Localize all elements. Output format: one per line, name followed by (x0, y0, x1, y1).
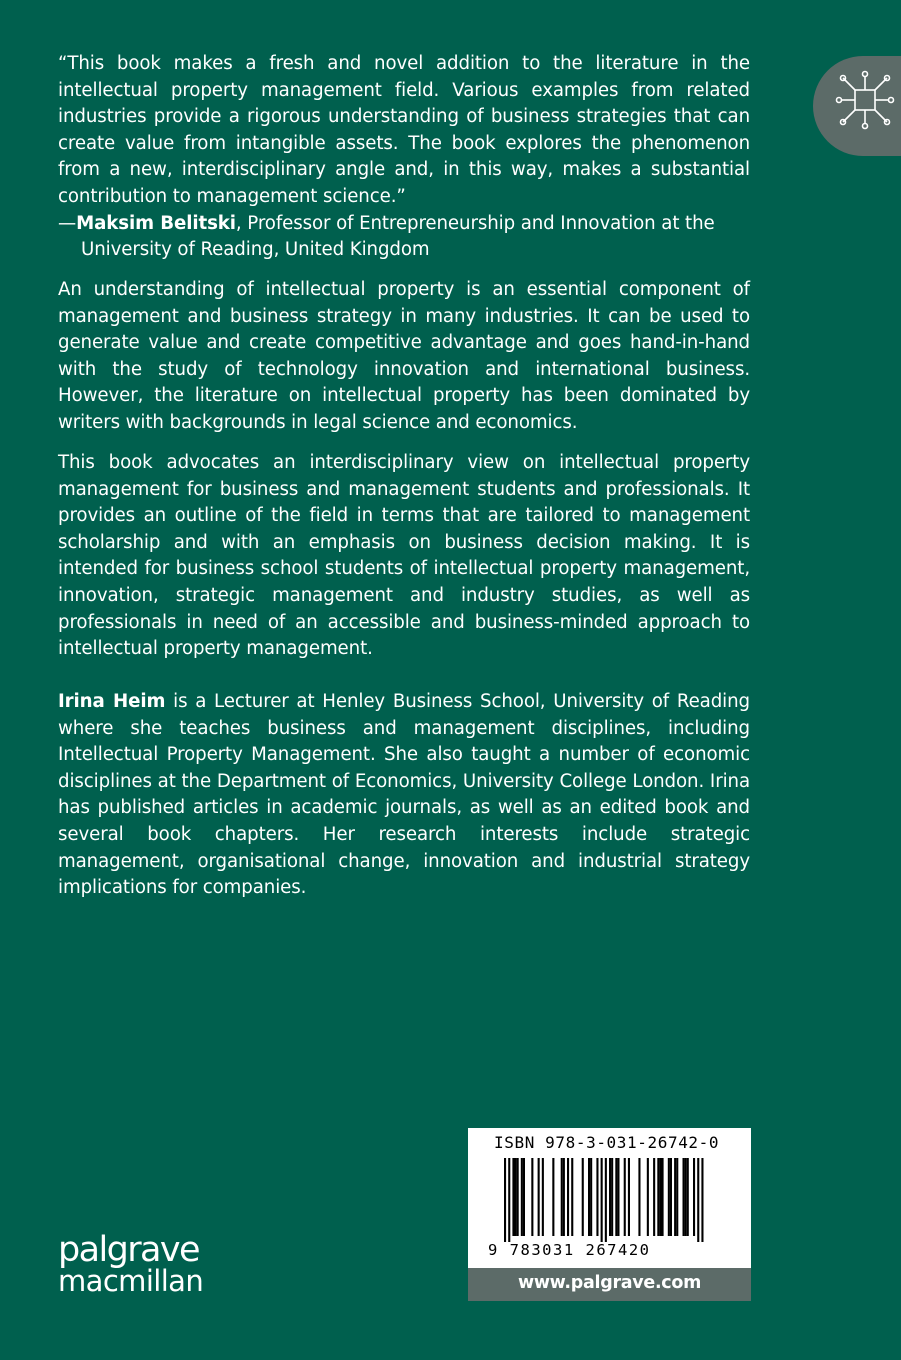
barcode-bar (617, 1158, 619, 1236)
barcode-bar (693, 1158, 695, 1236)
barcode-bar (638, 1158, 640, 1236)
barcode-bar (515, 1158, 517, 1236)
barcode-bar (647, 1158, 649, 1236)
barcode-bar (582, 1158, 584, 1236)
barcode-bar (588, 1158, 590, 1236)
description-paragraph-1 (58, 277, 750, 437)
bio-body: is a Lecturer at Henley Business School, University of Reading where she teaches business and management disciplines, including Intellectual Property Management. She also taught a number of economic disciplines at the Department of Economics, University College London. Irina has published articles in academic journals, as well as an edited book and several book chapters. Her research interests include strategic management, organisational change, innovation and industrial strategy implications for companies. (58, 691, 750, 899)
barcode-bar (601, 1158, 603, 1242)
series-emblem (813, 56, 901, 156)
barcode-bar (567, 1158, 569, 1236)
publisher-name-line1: palgrave (58, 1230, 199, 1270)
barcode-bar (676, 1158, 678, 1236)
barcode-bar (624, 1158, 626, 1236)
barcode-bar (685, 1158, 687, 1236)
barcode-bar (701, 1158, 703, 1242)
barcode-bar (674, 1158, 676, 1236)
publisher-logo (58, 1230, 204, 1299)
author-bio (58, 689, 750, 902)
barcode-bar (517, 1158, 519, 1236)
barcode-bar (561, 1158, 563, 1236)
barcode-bar (590, 1158, 592, 1236)
barcode-bar (697, 1158, 699, 1242)
bio-text (58, 689, 750, 902)
isbn-label: ISBN 978-3-031-26742-0 (494, 1133, 720, 1152)
barcode-bar (657, 1158, 659, 1236)
barcode-bar (683, 1158, 685, 1236)
barcode-bar (542, 1158, 544, 1236)
quote-affiliation: , Professor of Entrepreneurship and Innovation at the University of Reading, United Kingdom (81, 212, 715, 261)
barcode-bar (563, 1158, 565, 1236)
publisher-name-line2: macmillan (58, 1264, 204, 1298)
description-text-2: This book advocates an interdisciplinary view on intellectual property management for business and management students and professionals. It provides an outline of the field in terms that are tailored to management scholarship and with an emphasis on business decision making. It is intended for business school students of intellectual property management, innovation, strategic management and industry studies, as well as professionals in need of an accessible and business-minded approach to intellectual property management. (58, 452, 750, 660)
barcode-bar (668, 1158, 670, 1236)
quote-dash: — (58, 212, 77, 234)
quote-author: Maksim Belitski (76, 212, 236, 234)
barcode-bar (687, 1158, 689, 1236)
barcode-bar (653, 1158, 655, 1236)
publisher-url: www.palgrave.com (468, 1268, 751, 1301)
author-name: Irina Heim (58, 691, 166, 712)
barcode-digits: 9 783031 267420 (488, 1241, 651, 1259)
barcode-bar (670, 1158, 672, 1236)
barcode-bars (504, 1158, 716, 1242)
endorsement-quote (58, 51, 750, 264)
barcode-bar (662, 1158, 664, 1236)
barcode-bar (538, 1158, 540, 1236)
barcode-bar (605, 1158, 607, 1242)
barcode-panel (468, 1128, 751, 1268)
barcode-bar (504, 1158, 506, 1242)
description-text-1: An understanding of intellectual property is an essential component of management and business strategy in many industries. It can be used to generate value and create competitive advantage and goes hand-in-hand with the study of technology innovation and international business. However, the literature on intellectual property has been dominated by writers with backgrounds in legal science and economics. (58, 279, 750, 433)
quote-text: “This book makes a fresh and novel addition to the literature in the intellectual property management field. Various examples from related industries provide a rigorous understanding of business strategies that can create value from intangible assets. The book explores the phenomenon from a new, interdisciplinary angle and, in this way, makes a substantial contribution to management science.” (58, 53, 750, 207)
barcode-bar (609, 1158, 611, 1236)
network-star-icon (835, 70, 895, 130)
barcode-bar (531, 1158, 533, 1236)
barcode-bar (659, 1158, 661, 1236)
barcode-bar (523, 1158, 525, 1236)
barcode-bar (512, 1158, 514, 1236)
quote-attribution (58, 211, 750, 264)
barcode-bar (552, 1158, 554, 1236)
barcode-bar (521, 1158, 523, 1236)
barcode-bar (596, 1158, 598, 1236)
barcode-bar (615, 1158, 617, 1236)
barcode-bar (508, 1158, 510, 1242)
barcode-bar (628, 1158, 630, 1236)
barcode-bar (611, 1158, 613, 1236)
description-paragraph-2 (58, 450, 750, 663)
barcode-bar (571, 1158, 573, 1236)
